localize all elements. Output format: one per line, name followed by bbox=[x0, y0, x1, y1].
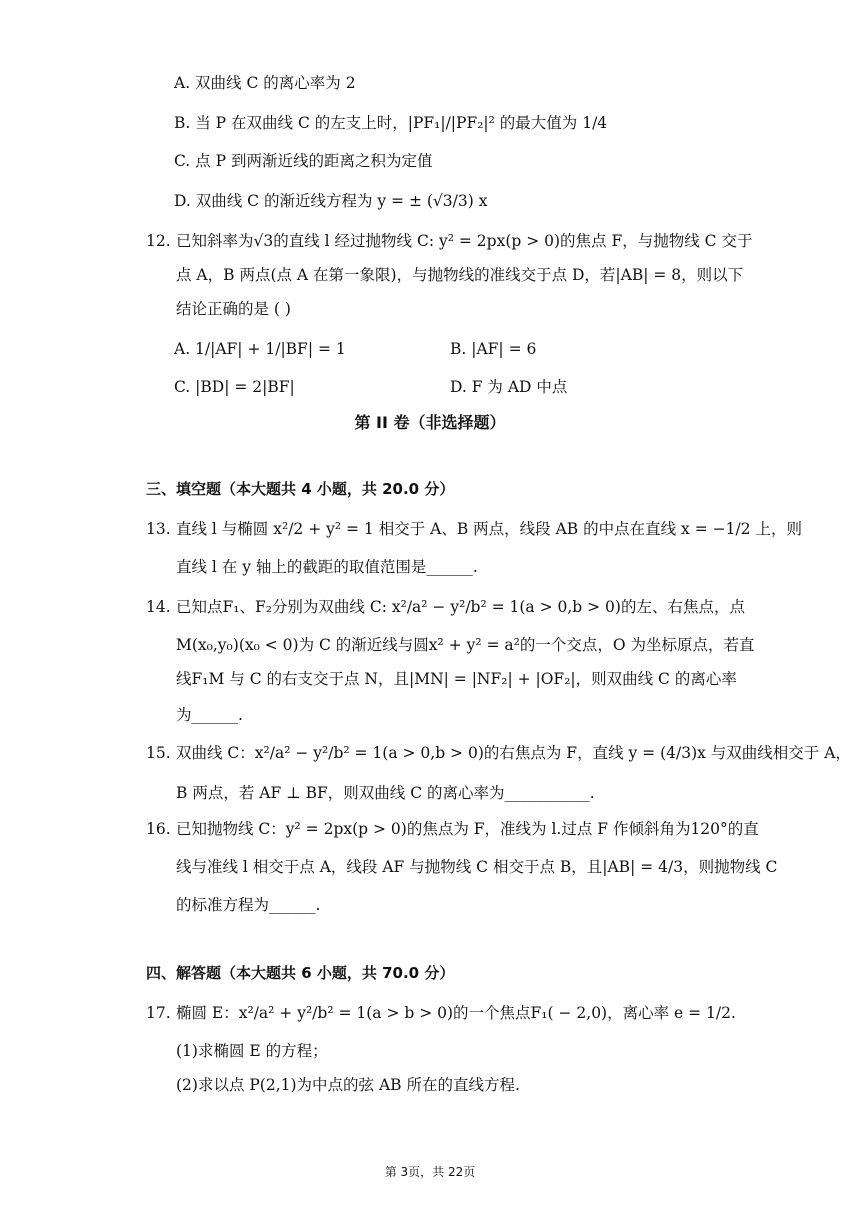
q16-number: 16. bbox=[146, 820, 171, 838]
q13-number: 13. bbox=[146, 520, 171, 538]
q14-number: 14. bbox=[146, 598, 171, 616]
q11-option-b: B. 当 P 在双曲线 C 的左支上时，|PF₁|/|PF₂|² 的最大值为 1/4 bbox=[174, 114, 608, 132]
q12-line-2: 点 A，B 两点(点 A 在第一象限)，与抛物线的准线交于点 D，若|AB| = 8，则以下 bbox=[176, 266, 744, 284]
q12-option-a: A. 1/|AF| + 1/|BF| = 1 bbox=[174, 340, 346, 358]
q16-line-3: 的标准方程为______. bbox=[176, 896, 321, 914]
q16-line-2: 线与准线 l 相交于点 A，线段 AF 与抛物线 C 相交于点 B，且|AB| = 4/3，则抛物线 C bbox=[176, 858, 778, 876]
q15-line-2: B 两点，若 AF ⊥ BF，则双曲线 C 的离心率为___________. bbox=[176, 784, 595, 802]
q17-subquestion-1: (1)求椭圆 E 的方程； bbox=[176, 1042, 328, 1060]
q14-line-1: 已知点F₁、F₂分别为双曲线 C: x²/a² − y²/b² = 1(a > 0,b > 0)的左、右焦点，点 bbox=[176, 598, 745, 616]
q15-line-1: 双曲线 C：x²/a² − y²/b² = 1(a > 0,b > 0)的右焦点为 F，直线 y = (4/3)x 与双曲线相交于 A， bbox=[176, 744, 851, 762]
q13-line-1: 直线 l 与椭圆 x²/2 + y² = 1 相交于 A、B 两点，线段 AB 的中点在直线 x = −1/2 上，则 bbox=[176, 520, 802, 538]
q14-line-2: M(x₀,y₀)(x₀ < 0)为 C 的渐近线与圆x² + y² = a²的一个交点，O 为坐标原点，若直 bbox=[176, 636, 755, 654]
q16-line-1: 已知抛物线 C：y² = 2px(p > 0)的焦点为 F，准线为 l.过点 F 作倾斜角为120°的直 bbox=[176, 820, 759, 838]
q11-option-d: D. 双曲线 C 的渐近线方程为 y = ± (√3/3) x bbox=[174, 192, 488, 210]
q11-option-a: A. 双曲线 C 的离心率为 2 bbox=[174, 74, 356, 92]
q13-line-2: 直线 l 在 y 轴上的截距的取值范围是______. bbox=[176, 558, 478, 576]
q12-option-c: C. |BD| = 2|BF| bbox=[174, 378, 295, 396]
q17-line-1: 椭圆 E：x²/a² + y²/b² = 1(a > b > 0)的一个焦点F₁( − 2,0)，离心率 e = 1/2. bbox=[176, 1004, 736, 1022]
section-three-heading: 三、填空题（本大题共 4 小题，共 20.0 分） bbox=[146, 480, 455, 498]
q11-option-c: C. 点 P 到两渐近线的距离之积为定值 bbox=[174, 152, 433, 170]
part-two-title: 第 II 卷（非选择题） bbox=[354, 413, 506, 432]
page-footer: 第 3页，共 22页 bbox=[384, 1165, 476, 1179]
q17-number: 17. bbox=[146, 1004, 171, 1022]
q12-option-b: B. |AF| = 6 bbox=[450, 340, 537, 358]
q12-line-1: 已知斜率为√3的直线 l 经过抛物线 C: y² = 2px(p > 0)的焦点 F，与抛物线 C 交于 bbox=[176, 232, 753, 250]
q17-subquestion-2: (2)求以点 P(2,1)为中点的弦 AB 所在的直线方程. bbox=[176, 1076, 520, 1094]
q12-number: 12. bbox=[146, 232, 171, 250]
q14-line-4: 为______. bbox=[176, 706, 243, 724]
section-four-heading: 四、解答题（本大题共 6 小题，共 70.0 分） bbox=[146, 964, 455, 982]
q12-line-3: 结论正确的是 ( ) bbox=[176, 300, 291, 318]
q15-number: 15. bbox=[146, 744, 171, 762]
q12-option-d: D. F 为 AD 中点 bbox=[450, 378, 568, 396]
q14-line-3: 线F₁M 与 C 的右支交于点 N，且|MN| = |NF₂| + |OF₂|，则双曲线 C 的离心率 bbox=[176, 670, 737, 688]
